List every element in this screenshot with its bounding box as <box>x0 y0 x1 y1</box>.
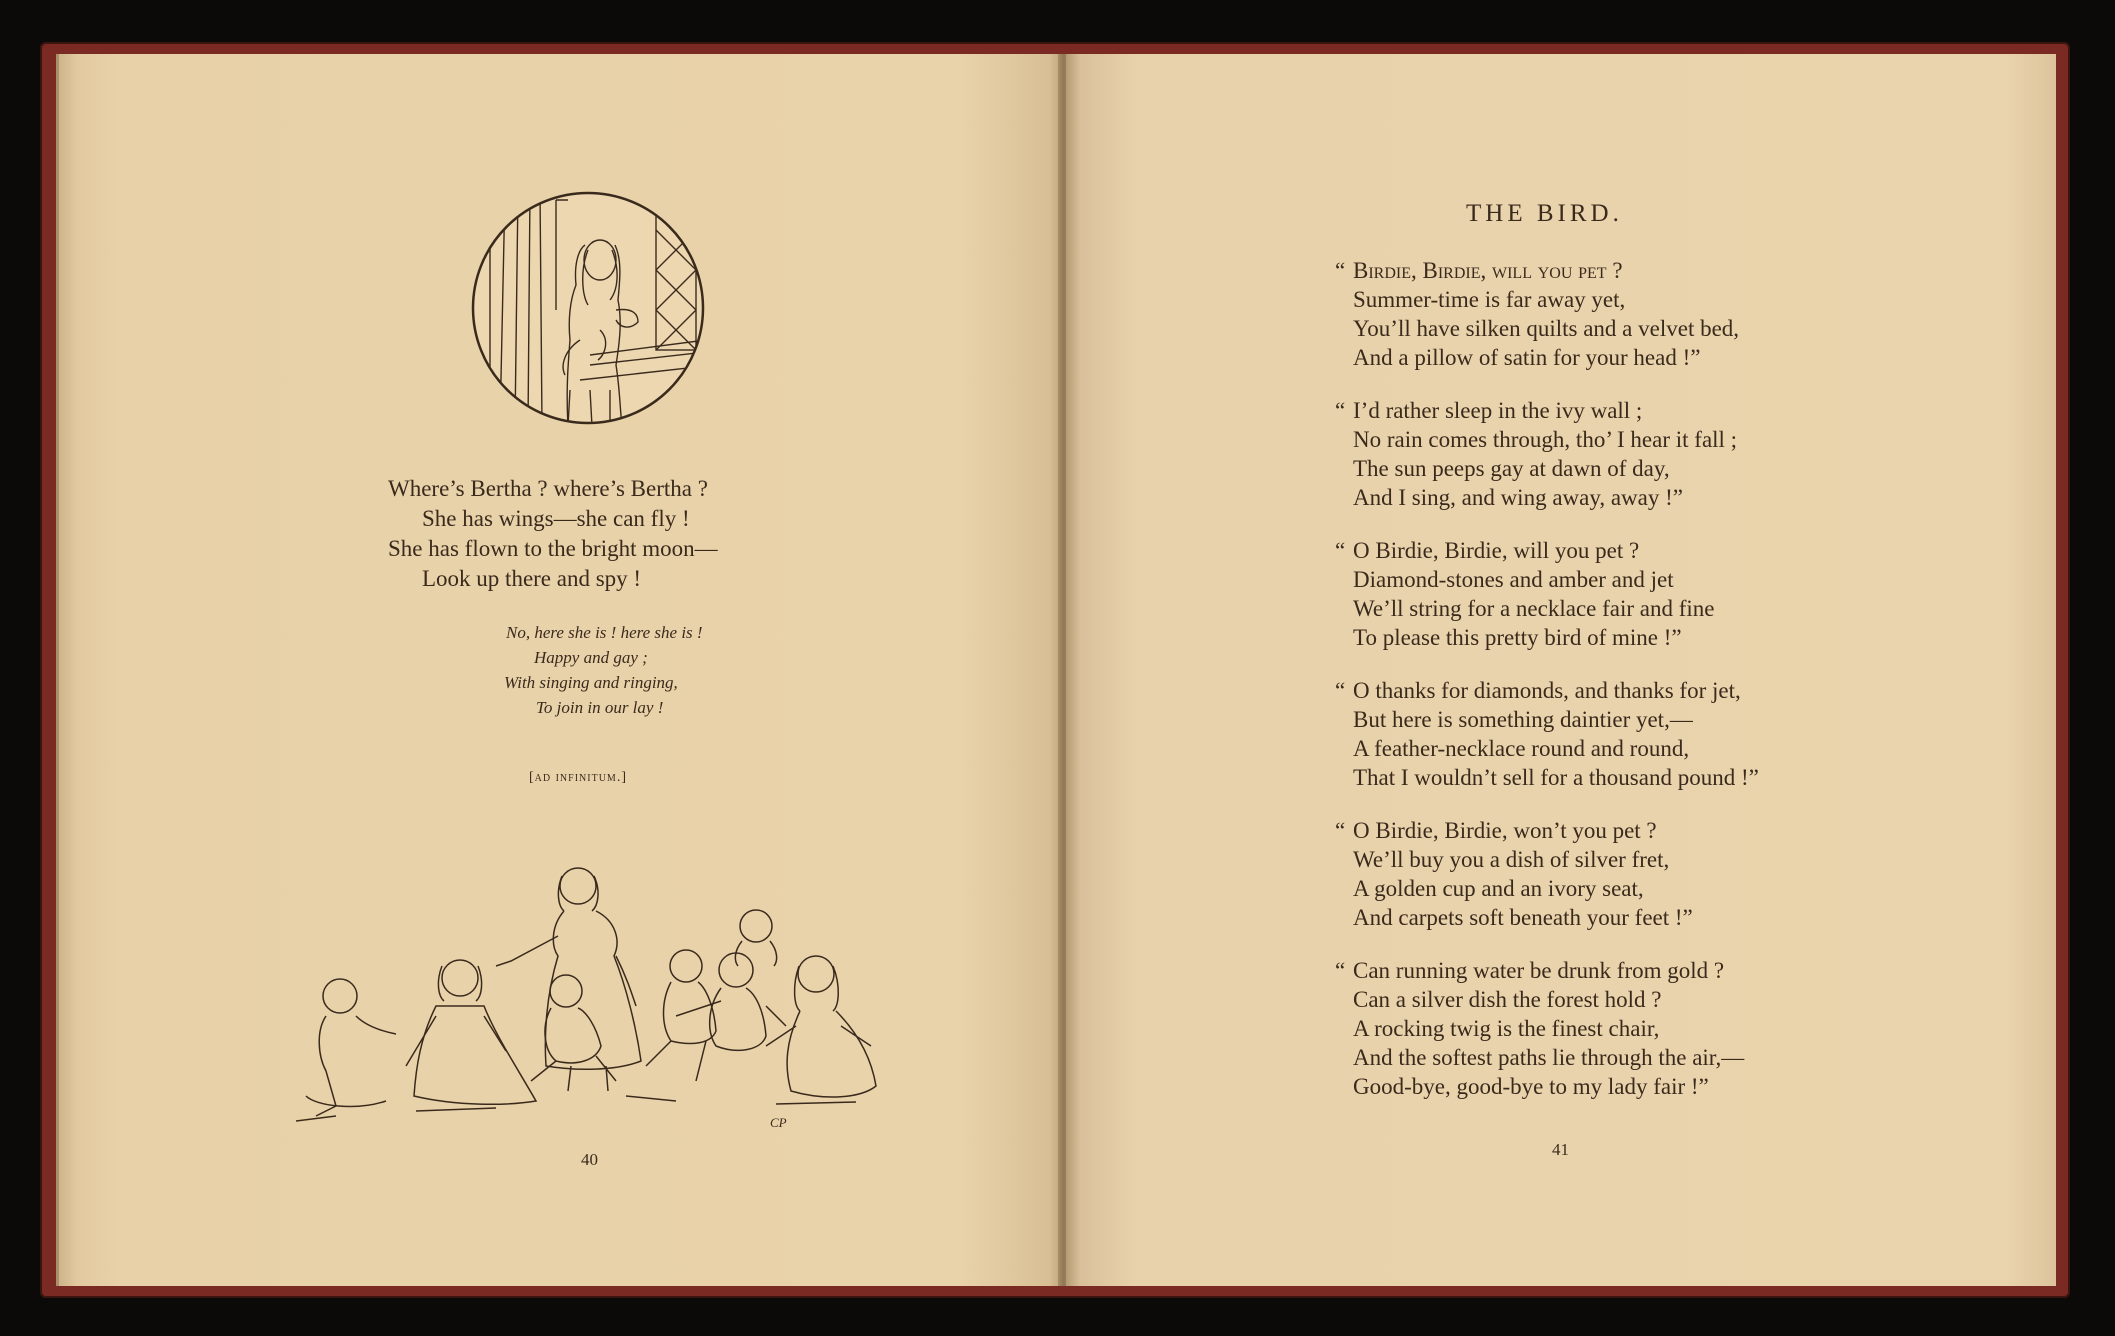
verse-line: O Birdie, Birdie, won’t you pet ? <box>1353 818 1657 843</box>
verse-line: You’ll have silken quilts and a velvet bed, <box>1353 316 1740 341</box>
verse-line: Look up there and spy ! <box>422 566 642 591</box>
stanza: “ Can running water be drunk from gold ? Can a silver dish the forest hold ? A rocking twig is the finest chair, And the softest paths lie through the air,— Good-bye, good-bye to my lady fair !” <box>1335 956 1855 1101</box>
verse-line: Can a silver dish the forest hold ? <box>1353 987 1662 1012</box>
girl-at-window-illustration <box>470 190 706 426</box>
verse-line: She has wings—she can fly ! <box>422 506 690 531</box>
stanza: “ O thanks for diamonds, and thanks for jet, But here is something daintier yet,— A feather-necklace round and round, That I wouldn’t sell for a thousand pound !” <box>1335 676 1855 792</box>
children-playing-illustration <box>296 866 888 1136</box>
verse-line: Summer-time is far away yet, <box>1353 287 1626 312</box>
verse-line: But here is something daintier yet,— <box>1353 707 1693 732</box>
verse-line: And the softest paths lie through the air,— <box>1353 1045 1745 1070</box>
verse-line: To join in our lay ! <box>536 698 664 717</box>
verse-line: We’ll string for a necklace fair and fine <box>1353 596 1715 621</box>
poem-body <box>1335 256 1855 1125</box>
verse-line: And I sing, and wing away, away !” <box>1353 485 1683 510</box>
verse-line: The sun peeps gay at dawn of day, <box>1353 456 1670 481</box>
verse-line: Where’s Bertha ? where’s Bertha ? <box>388 476 708 501</box>
verse-line: No, here she is ! here she is ! <box>506 623 703 642</box>
verse-line: We’ll buy you a dish of silver fret, <box>1353 847 1670 872</box>
poem-title: THE BIRD. <box>1466 200 1623 227</box>
verse-line: With singing and ringing, <box>504 673 678 692</box>
stanza: “ O Birdie, Birdie, will you pet ? Diamond-stones and amber and jet We’ll string for a necklace fair and fine To please this pretty bird of mine !” <box>1335 536 1855 652</box>
verse-line: To please this pretty bird of mine !” <box>1353 625 1682 650</box>
page-number-right: 41 <box>1552 1140 1569 1159</box>
italic-verse <box>500 620 800 720</box>
verse-line: Can running water be drunk from gold ? <box>1353 958 1725 983</box>
verse-line: And a pillow of satin for your head !” <box>1353 345 1701 370</box>
illustrator-monogram: CP <box>770 1115 787 1130</box>
verse-line: And carpets soft beneath your feet !” <box>1353 905 1693 930</box>
verse-line: A golden cup and an ivory seat, <box>1353 876 1644 901</box>
stanza: “ O Birdie, Birdie, won’t you pet ? We’ll buy you a dish of silver fret, A golden cup and an ivory seat, And carpets soft beneath your feet !” <box>1335 816 1855 932</box>
verse-line: Happy and gay ; <box>534 648 648 667</box>
verse-line: Birdie, Birdie, will you pet ? <box>1353 258 1623 283</box>
verse-line: O thanks for diamonds, and thanks for jet, <box>1353 678 1741 703</box>
verse-line: O Birdie, Birdie, will you pet ? <box>1353 538 1640 563</box>
ad-infinitum-note: [ad infinitum.] <box>529 770 627 785</box>
verse-line: That I wouldn’t sell for a thousand pound !” <box>1353 765 1759 790</box>
verse-line: I’d rather sleep in the ivy wall ; <box>1353 398 1643 423</box>
verse-line: Diamond-stones and amber and jet <box>1353 567 1674 592</box>
verse-line: No rain comes through, tho’ I hear it fall ; <box>1353 427 1738 452</box>
left-verse <box>388 474 808 594</box>
verse-line: A rocking twig is the finest chair, <box>1353 1016 1660 1041</box>
verse-line: Good-bye, good-bye to my lady fair !” <box>1353 1074 1709 1099</box>
verse-line: She has flown to the bright moon— <box>388 536 718 561</box>
stanza: “ I’d rather sleep in the ivy wall ; No rain comes through, tho’ I hear it fall ; The sun peeps gay at dawn of day, And I sing, and wing away, away !” <box>1335 396 1855 512</box>
page-number-left: 40 <box>581 1150 598 1169</box>
verse-line: A feather-necklace round and round, <box>1353 736 1690 761</box>
stanza: “ Birdie, Birdie, will you pet ? Summer-time is far away yet, You’ll have silken quilts and a velvet bed, And a pillow of satin for your head !” <box>1335 256 1855 372</box>
